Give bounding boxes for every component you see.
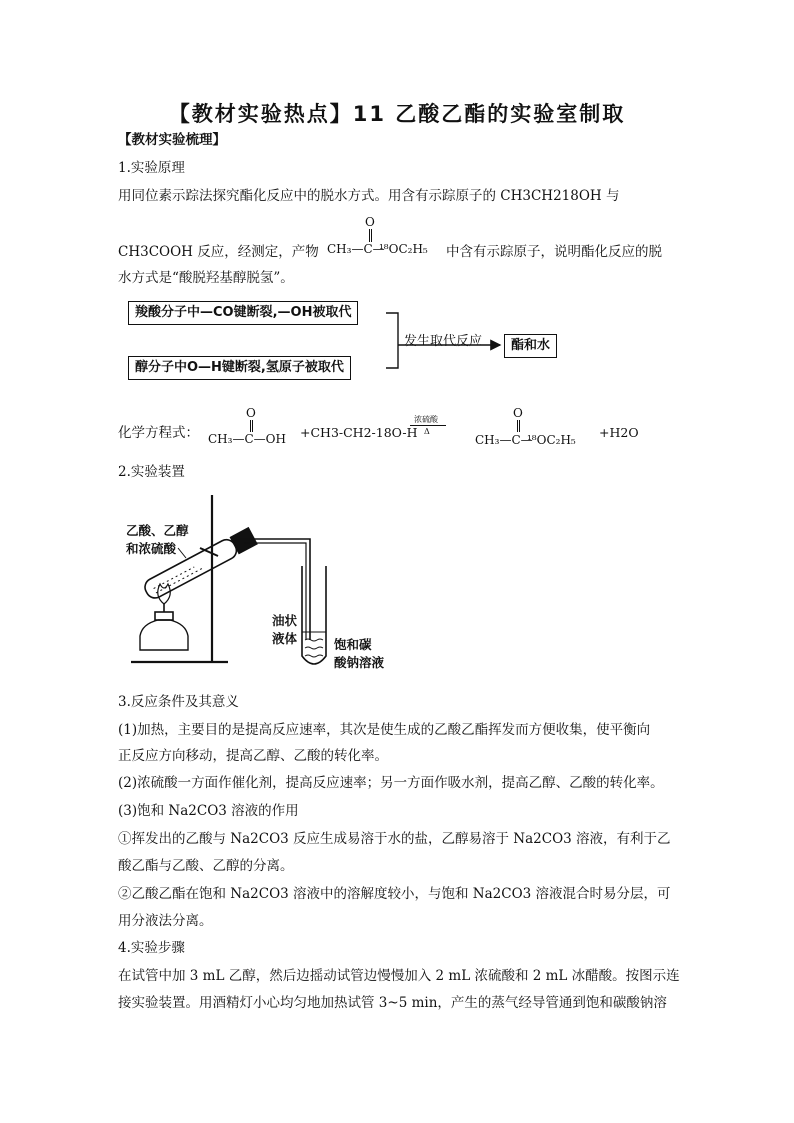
conditions-text-3: (2)浓硫酸一方面作催化剂，提高反应速率；另一方面作吸水剂，提高乙醇、乙酸的转化率。: [118, 775, 664, 791]
flow-box-alcohol: 醇分子中O—H键断裂,氢原子被取代: [128, 356, 351, 380]
heading-principle: 1.实验原理: [118, 160, 185, 176]
label-reagents-1: 乙酸、乙醇: [126, 523, 189, 538]
heading-steps: 4.实验步骤: [118, 940, 185, 956]
flow-bracket: [386, 313, 398, 368]
label-solution-1: 饱和碳: [334, 637, 372, 652]
principle-text-1: 用同位素示踪法探究酯化反应中的脱水方式。用含有示踪原子的 CH3CH218OH 与: [118, 188, 620, 204]
label-reagents-2: 和浓硫酸: [126, 541, 177, 556]
conditions-text-1: (1)加热，主要目的是提高反应速率，其次是使生成的乙酸乙酯挥发而方便收集，使平衡向: [118, 722, 651, 738]
flow-arrow-label: 发生取代反应: [404, 334, 483, 349]
principle-text-2b: 中含有示踪原子，说明酯化反应的脱: [446, 244, 662, 260]
section-header: 【教材实验梳理】: [118, 132, 226, 148]
steps-text-2: 接实验装置。用酒精灯小心均匀地加热试管 3~5 min，产生的蒸气经导管通到饱和碳酸钠溶: [118, 995, 667, 1011]
heading-conditions: 3.反应条件及其意义: [118, 694, 239, 710]
steps-text-1: 在试管中加 3 mL 乙醇，然后边摇动试管边慢慢加入 2 mL 浓硫酸和 2 mL 冰醋酸。按图示连: [118, 968, 680, 984]
conditions-text-2: 正反应方向移动，提高乙醇、乙酸的转化率。: [118, 748, 388, 764]
heading-apparatus: 2.实验装置: [118, 464, 185, 480]
conditions-text-7: ②乙酸乙酯在饱和 Na2CO3 溶液中的溶解度较小，与饱和 Na2CO3 溶液混合时易分层，可: [118, 886, 671, 902]
flow-box-acid: 羧酸分子中—CO键断裂,—OH被取代: [128, 301, 358, 325]
ester-carbonyl-o: O: [365, 215, 375, 229]
label-oil-2: 液体: [272, 631, 298, 646]
conditions-text-4: (3)饱和 Na2CO3 溶液的作用: [118, 803, 299, 819]
equation-water: +H2O: [599, 425, 639, 440]
page-title: 【教材实验热点】11 乙酸乙酯的实验室制取: [168, 102, 626, 126]
conditions-text-5: ①挥发出的乙酸与 Na2CO3 反应生成易溶于水的盐，乙醇易溶于 Na2CO3 溶液，有利于乙: [118, 831, 671, 847]
principle-text-3: 水方式是“酸脱羟基醇脱氢”。: [118, 270, 294, 286]
flow-box-result: 酯和水: [504, 334, 557, 358]
document-page: 【教材实验热点】11 乙酸乙酯的实验室制取 【教材实验梳理】 1.实验原理 用同位素示踪法探究酯化反应中的脱水方式。用含有示踪原子的 CH3CH218OH 与 CH3COOH 反应，经测定，产物 O CH₃—C— ¹⁸OC₂H₅ 中含有示踪原子，说明酯化反应的脱 水方式是“酸脱羟基醇脱氢”。 羧酸分子中—CO键断裂,—OH被取代 醇分子中O—H键断裂,氢原子被取代 发生取代反应 酯和水 化学方程式： O CH₃—C—OH +CH3-CH2-18O-H 浓硫酸 Δ O CH₃—C— ¹⁸OC₂H₅ +H2O 2.实验装置 乙酸、乙醇 和浓硫酸 油状 液体 饱和碳 酸钠溶液 3.反应条件及其意义 (1)加热，主要目的是提高反应速率，其次是使生成的乙酸乙酯挥发而方便收集，使平衡向 正反应方向移动，提高乙醇、乙酸的转化率。 (2)浓硫酸一方面作催化剂，提高反应速率；另一方面作吸水剂，提高乙醇、乙酸的转化率。 (3)饱和 Na2CO3 溶液的作用 ①挥发出的乙酸与 Na2CO3 反应生成易溶于水的盐，乙醇易溶于 Na2CO3 溶液，有利于乙 酸乙酯与乙酸、乙醇的分离。 ②乙酸乙酯在饱和 Na2CO3 溶液中的溶解度较小，与饱和 Na2CO3 溶液混合时易分层，可 用分液法分离。 4.实验步骤 在试管中加 3 mL 乙醇，然后边摇动试管边慢慢加入 2 mL 浓硫酸和 2 mL 冰醋酸。按图示连 接实验装置。用酒精灯小心均匀地加热试管 3~5 min，产生的蒸气经导管通到饱和碳酸钠溶: [0, 0, 794, 1123]
label-oil-1: 油状: [272, 613, 298, 628]
ester-left: CH₃—C—: [327, 242, 385, 256]
equation-label: 化学方程式：: [118, 425, 199, 441]
conditions-text-6: 酸乙酯与乙酸、乙醇的分离。: [118, 858, 294, 874]
equation-alcohol: +CH3-CH2-18O-H: [300, 425, 418, 440]
conditions-text-8: 用分液法分离。: [118, 913, 213, 929]
ester-right: ¹⁸OC₂H₅: [379, 242, 428, 256]
principle-text-2a: CH3COOH 反应，经测定，产物: [118, 244, 319, 260]
label-solution-2: 酸钠溶液: [334, 655, 385, 670]
